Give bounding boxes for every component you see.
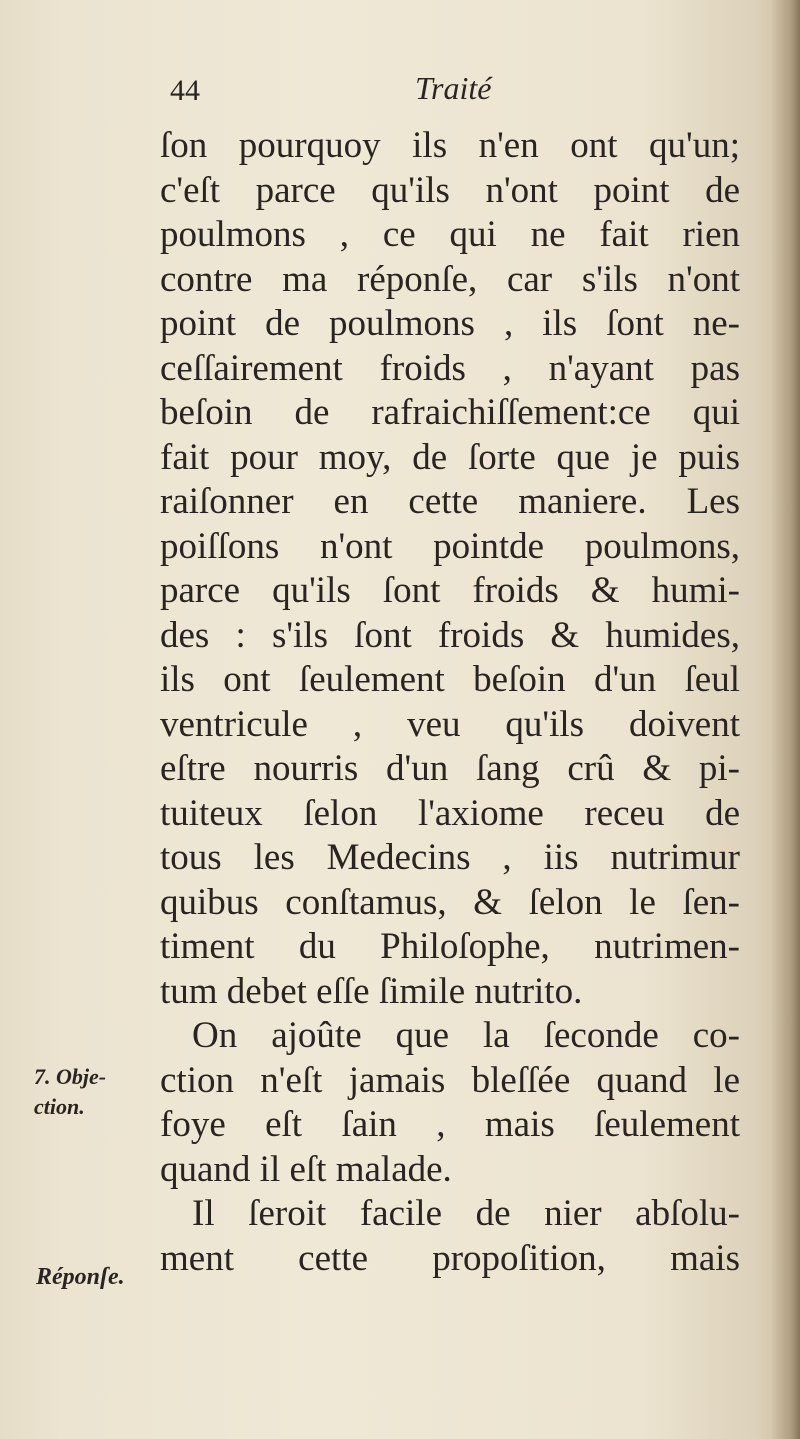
text-line: point de poulmons , ils ſont ne- xyxy=(160,303,740,344)
text-line: ſon pourquoy ils n'en ont qu'un; xyxy=(160,125,740,166)
text-line: contre ma réponſe, car s'ils n'ont xyxy=(160,258,740,300)
page-header xyxy=(170,70,590,120)
running-title: Traité xyxy=(415,70,492,106)
text-line: eſtre nourris d'un ſang crû & pi- xyxy=(160,748,740,789)
text-line: quand il eſt malade. xyxy=(160,1148,452,1190)
binding-shadow xyxy=(770,0,800,1439)
text-line: ceſſairement froids , n'ayant pas xyxy=(160,347,740,389)
text-line: On ajoûte que la ſeconde co- xyxy=(192,1015,740,1056)
text-line: poulmons , ce qui ne fait rien xyxy=(160,214,740,255)
text-line: ventricule , veu qu'ils doivent xyxy=(160,703,740,745)
text-line: quibus conſtamus, & ſelon le ſen- xyxy=(160,881,740,923)
text-line: des : s'ils ſont froids & humides, xyxy=(160,614,740,656)
text-line: fait pour moy, de ſorte que je puis xyxy=(160,436,740,478)
text-line: beſoin de rafraichiſſement:ce qui xyxy=(160,392,740,433)
text-line: ction n'eſt jamais bleſſée quand le xyxy=(160,1059,740,1101)
margin-note-response: Réponſe. xyxy=(36,1264,125,1290)
text-line: tum debet eſſe ſimile nutrito. xyxy=(160,970,583,1012)
text-line: ment cette propoſition, mais xyxy=(160,1237,740,1279)
text-line: ils ont ſeulement beſoin d'un ſeul xyxy=(160,659,740,700)
body-text xyxy=(160,124,740,1281)
text-line: tuiteux ſelon l'axiome receu de xyxy=(160,792,740,834)
page-number: 44 xyxy=(170,74,200,107)
text-line: raiſonner en cette maniere. Les xyxy=(160,481,740,522)
text-line: poiſſons n'ont pointde poulmons, xyxy=(160,525,740,567)
text-line: timent du Philoſophe, nutrimen- xyxy=(160,926,740,967)
text-line: c'eſt parce qu'ils n'ont point de xyxy=(160,169,740,211)
margin-note-objection: 7. Obje- ction. xyxy=(34,1064,107,1119)
text-line: parce qu'ils ſont froids & humi- xyxy=(160,570,740,611)
text-line: tous les Medecins , iis nutrimur xyxy=(160,837,740,878)
text-line: foye eſt ſain , mais ſeulement xyxy=(160,1104,740,1145)
text-line: Il ſeroit facile de nier abſolu- xyxy=(192,1193,740,1234)
